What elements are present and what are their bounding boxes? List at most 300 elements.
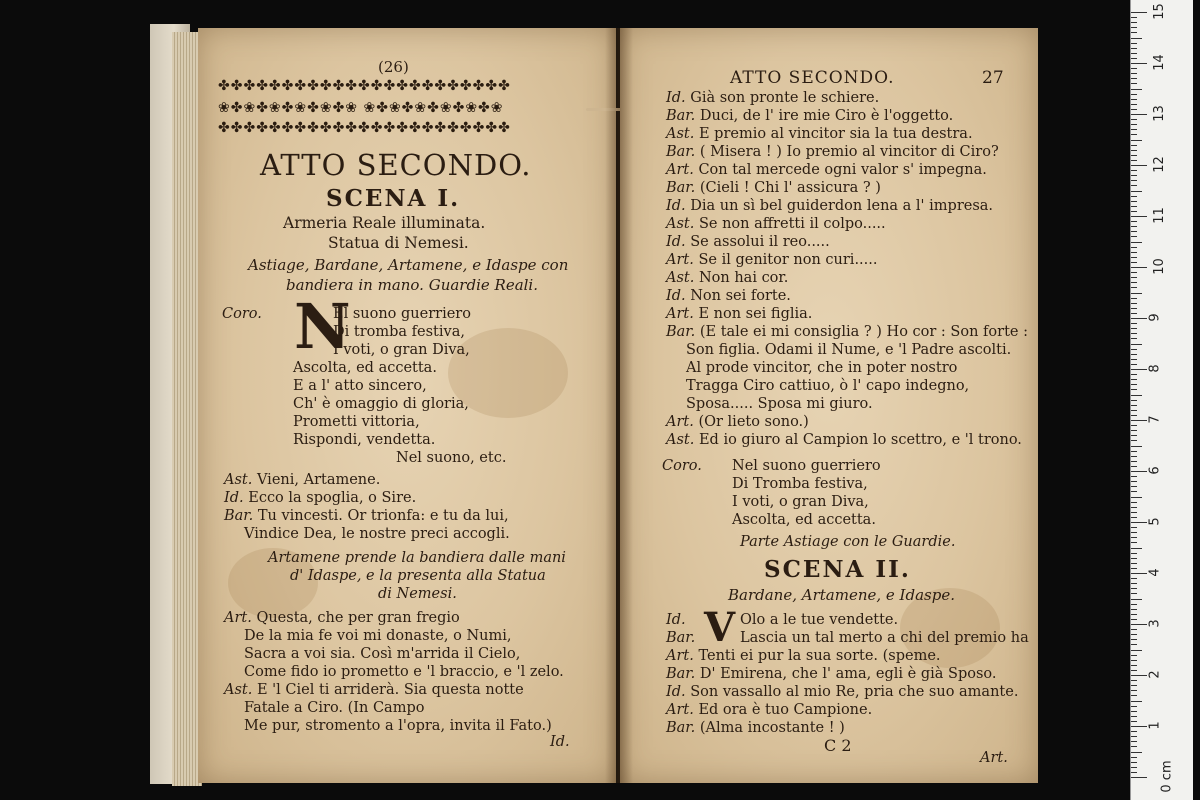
ruler-tick xyxy=(1131,216,1147,217)
ruler-tick xyxy=(1131,420,1147,421)
line-text: Lascia un tal merto a chi del premio ha xyxy=(740,630,1029,646)
ruler-tick xyxy=(1131,512,1137,513)
ruler-tick xyxy=(1131,532,1137,533)
ruler-tick xyxy=(1131,313,1137,314)
ruler-tick xyxy=(1131,323,1137,324)
ruler-tick xyxy=(1131,180,1137,181)
ruler-tick xyxy=(1131,522,1147,523)
dialogue-line xyxy=(244,718,552,734)
line-text: Non hai cor. xyxy=(698,270,789,286)
line-text: Questa, che per gran fregio xyxy=(256,610,460,626)
ruler-tick xyxy=(1131,206,1137,207)
ruler-tick xyxy=(1131,344,1142,345)
dialogue-line xyxy=(686,378,969,394)
speaker: Art. xyxy=(666,252,694,268)
dialogue-line xyxy=(666,252,878,268)
speaker: Bar. xyxy=(666,720,696,736)
ruler-tick xyxy=(1131,675,1147,676)
dialogue-line xyxy=(666,216,886,232)
line-text: Ecco la spoglia, o Sire. xyxy=(248,490,417,506)
speaker: Id. xyxy=(666,198,686,214)
line-text: (Cieli ! Chi l' assicura ? ) xyxy=(699,180,881,196)
catchword: Art. xyxy=(980,750,1008,766)
scene-2-title: SCENA II. xyxy=(764,556,911,583)
dialogue-line xyxy=(666,126,973,142)
ruler-tick xyxy=(1131,27,1137,28)
ruler-tick xyxy=(1131,762,1137,763)
dialogue-line xyxy=(666,666,997,682)
ruler-tick xyxy=(1131,175,1137,176)
dialogue-line xyxy=(666,234,830,250)
line-text: (E tale ei mi consiglia ? ) Ho cor : Son forte : xyxy=(699,324,1028,340)
line-text: Come fido io prometto e 'l braccio, e 'l zelo. xyxy=(244,664,564,680)
ruler-tick xyxy=(1131,624,1147,625)
characters-line-2: bandiera in mano. Guardie Reali. xyxy=(286,276,538,294)
speaker: Bar. xyxy=(666,666,696,682)
ruler-tick xyxy=(1131,94,1137,95)
ruler-tick xyxy=(1131,497,1142,498)
line-text: E 'l Ciel ti arriderà. Sia questa notte xyxy=(256,682,524,698)
line-text: Son figlia. Odami il Nume, e 'l Padre ascolti. xyxy=(686,342,1012,358)
ruler-label: 15 xyxy=(1151,3,1167,20)
ruler-tick xyxy=(1131,757,1137,758)
line-text: (Alma incostante ! ) xyxy=(699,720,845,736)
dialogue-line xyxy=(224,508,509,524)
catchword: Id. xyxy=(550,734,570,750)
ruler-tick xyxy=(1131,73,1137,74)
left-page-number: (26) xyxy=(378,58,409,76)
dialogue-line xyxy=(666,108,953,124)
left-page xyxy=(198,28,616,783)
measuring-ruler xyxy=(1130,0,1193,800)
ruler-label: 11 xyxy=(1151,207,1167,224)
coro-label: Coro. xyxy=(662,458,702,474)
ruler-tick xyxy=(1131,338,1137,339)
ruler-tick xyxy=(1131,400,1137,401)
ruler-tick xyxy=(1131,644,1137,645)
ruler-tick xyxy=(1131,63,1147,64)
ruler-tick xyxy=(1131,99,1137,100)
dialogue-line xyxy=(224,610,460,626)
stage-direction: di Nemesi. xyxy=(378,586,457,602)
dialogue-line xyxy=(666,324,1028,340)
drop-cap-v: V xyxy=(704,604,736,651)
ruler-tick xyxy=(1131,746,1137,747)
ruler-tick xyxy=(1131,660,1137,661)
ruler-tick xyxy=(1131,517,1137,518)
act-title: ATTO SECONDO. xyxy=(260,148,532,182)
speaker: Art. xyxy=(666,648,694,664)
ornament-band-middle: ❀✤❀✤❀✤❀✤❀✤❀ ❀✤❀✤❀✤❀✤❀✤❀ xyxy=(218,100,504,116)
dialogue-line xyxy=(666,90,879,106)
verse-line: Ascolta, ed accetta. xyxy=(293,360,437,376)
ruler-tick xyxy=(1131,185,1137,186)
ruler-tick xyxy=(1131,43,1137,44)
ruler-tick xyxy=(1131,389,1137,390)
speaker: Id. xyxy=(666,288,686,304)
line-text: ( Misera ! ) Io premio al vincitor di Ciro? xyxy=(699,144,999,160)
ruler-tick xyxy=(1131,440,1137,441)
ruler-tick xyxy=(1131,721,1137,722)
dialogue-line xyxy=(666,414,809,430)
verse-refrain: Nel suono, etc. xyxy=(396,450,507,466)
ruler-tick xyxy=(1131,53,1137,54)
ruler-tick xyxy=(1131,262,1137,263)
ruler-tick xyxy=(1131,17,1137,18)
ruler-tick xyxy=(1131,48,1137,49)
ruler-tick xyxy=(1131,379,1137,380)
ruler-tick xyxy=(1131,165,1147,166)
dialogue-line xyxy=(666,198,993,214)
ruler-tick xyxy=(1131,359,1137,360)
ruler-label: 9 xyxy=(1147,313,1163,322)
ruler-tick xyxy=(1131,537,1137,538)
dialogue-line xyxy=(224,682,524,698)
ruler-tick xyxy=(1131,308,1137,309)
speaker: Ast. xyxy=(224,682,253,698)
verse-line: Prometti vittoria, xyxy=(293,414,420,430)
line-text: Duci, de l' ire mie Ciro è l'oggetto. xyxy=(699,108,954,124)
line-text: Se non affretti il colpo..... xyxy=(698,216,886,232)
book-gutter xyxy=(605,28,633,783)
ruler-tick xyxy=(1131,104,1137,105)
speaker: Art. xyxy=(666,306,694,322)
ruler-tick xyxy=(1131,680,1137,681)
verse-line: Nel suono guerriero xyxy=(732,458,881,474)
speaker: Bar. xyxy=(224,508,254,524)
dialogue-line xyxy=(244,700,424,716)
ruler-tick xyxy=(1131,384,1137,385)
line-text: Tu vincesti. Or trionfa: e tu da lui, xyxy=(257,508,509,524)
ruler-tick xyxy=(1131,690,1137,691)
dialogue-line xyxy=(666,648,941,664)
speaker: Bar. xyxy=(666,324,696,340)
ruler-tick xyxy=(1131,650,1142,651)
ruler-tick xyxy=(1131,201,1137,202)
ruler-tick xyxy=(1131,221,1137,222)
verse-line: Rispondi, vendetta. xyxy=(293,432,436,448)
ruler-tick xyxy=(1131,542,1137,543)
ruler-tick xyxy=(1131,711,1137,712)
ruler-tick xyxy=(1131,563,1137,564)
ruler-tick xyxy=(1131,78,1137,79)
dialogue-line xyxy=(666,630,695,646)
ruler-tick xyxy=(1131,170,1137,171)
ruler-tick xyxy=(1131,231,1137,232)
speaker: Id. xyxy=(666,234,686,250)
ruler-tick xyxy=(1131,395,1142,396)
line-text: Se il genitor non curi..... xyxy=(698,252,878,268)
verse-line: Di tromba festiva, xyxy=(333,324,465,340)
dialogue-line xyxy=(686,360,957,376)
ruler-tick xyxy=(1131,736,1137,737)
ruler-tick xyxy=(1131,568,1137,569)
stage-direction: Artamene prende la bandiera dalle mani xyxy=(268,550,566,566)
speaker: Bar. xyxy=(666,108,696,124)
ruler-tick xyxy=(1131,140,1142,141)
line-text: Olo a le tue vendette. xyxy=(740,612,899,628)
ruler-tick xyxy=(1131,655,1137,656)
ruler-tick xyxy=(1131,599,1142,600)
ruler-tick xyxy=(1131,109,1137,110)
ruler-tick xyxy=(1131,226,1137,227)
ruler-tick xyxy=(1131,415,1137,416)
ruler-tick xyxy=(1131,481,1137,482)
line-text: Ed ora è tuo Campione. xyxy=(698,702,873,718)
ruler-label: 14 xyxy=(1151,54,1167,71)
ruler-tick xyxy=(1131,68,1137,69)
line-text: Tenti ei pur la sua sorte. (speme. xyxy=(698,648,941,664)
ruler-tick xyxy=(1131,196,1137,197)
line-text: Dia un sì bel guiderdon lena a l' impresa. xyxy=(690,198,994,214)
ruler-tick xyxy=(1131,695,1137,696)
ruler-tick xyxy=(1131,354,1137,355)
ruler-tick xyxy=(1131,461,1137,462)
ruler-label: 1 xyxy=(1147,721,1163,730)
ruler-tick xyxy=(1131,114,1147,115)
speaker: Bar. xyxy=(666,144,696,160)
speaker: Bar. xyxy=(666,630,696,646)
ruler-tick xyxy=(1131,772,1137,773)
ruler-tick xyxy=(1131,527,1137,528)
ruler-label: 3 xyxy=(1147,619,1163,628)
ruler-tick xyxy=(1131,435,1137,436)
speaker: Id. xyxy=(666,90,686,106)
coro-label: Coro. xyxy=(222,306,262,322)
ruler-tick xyxy=(1131,134,1137,135)
ruler-tick xyxy=(1131,701,1142,702)
speaker: Id. xyxy=(666,684,686,700)
dialogue-line xyxy=(686,342,1011,358)
ruler-tick xyxy=(1131,83,1137,84)
drop-cap-n: N xyxy=(294,290,351,363)
ruler-tick xyxy=(1131,236,1137,237)
ruler-tick xyxy=(1131,405,1137,406)
ruler-tick xyxy=(1131,38,1142,39)
ruler-tick xyxy=(1131,89,1142,90)
line-text: Vindice Dea, le nostre preci accogli. xyxy=(244,526,510,542)
ruler-tick xyxy=(1131,553,1137,554)
ruler-tick xyxy=(1131,267,1147,268)
ruler-tick xyxy=(1131,364,1137,365)
ruler-tick xyxy=(1131,634,1137,635)
ruler-label: 12 xyxy=(1151,156,1167,173)
setting-line-1: Armeria Reale illuminata. xyxy=(283,214,486,232)
speaker: Ast. xyxy=(666,216,695,232)
ruler-tick xyxy=(1131,328,1137,329)
dialogue-line xyxy=(244,646,520,662)
ruler-tick xyxy=(1131,629,1137,630)
ruler-tick xyxy=(1131,303,1137,304)
ruler-tick xyxy=(1131,252,1137,253)
ruler-tick xyxy=(1131,191,1142,192)
ruler-label: 0 cm xyxy=(1159,760,1175,793)
ruler-tick xyxy=(1131,731,1137,732)
ruler-tick xyxy=(1131,22,1137,23)
ruler-tick xyxy=(1131,558,1137,559)
line-text: Me pur, stromento a l'opra, invita il Fato.) xyxy=(244,718,552,734)
ruler-tick xyxy=(1131,247,1137,248)
signature-mark: C 2 xyxy=(824,736,852,755)
speaker: Ast. xyxy=(224,472,253,488)
ruler-tick xyxy=(1131,150,1137,151)
speaker: Id. xyxy=(666,612,686,628)
speaker: Art. xyxy=(666,414,694,430)
speaker: Id. xyxy=(224,490,244,506)
ruler-tick xyxy=(1131,573,1147,574)
speaker: Bar. xyxy=(666,180,696,196)
ruler-label: 4 xyxy=(1147,568,1163,577)
line-text: E non sei figlia. xyxy=(698,306,813,322)
line-text: Son vassallo al mio Re, pria che suo amante. xyxy=(690,684,1019,700)
ruler-tick xyxy=(1131,12,1147,13)
ruler-tick xyxy=(1131,451,1137,452)
ruler-tick xyxy=(1131,716,1137,717)
ruler-tick xyxy=(1131,333,1137,334)
ruler-tick xyxy=(1131,471,1147,472)
scene-title: SCENA I. xyxy=(326,185,461,212)
ruler-tick xyxy=(1131,287,1137,288)
verse-line: E a l' atto sincero, xyxy=(293,378,427,394)
verse-line: Ch' è omaggio di gloria, xyxy=(293,396,469,412)
right-page-number: 27 xyxy=(982,68,1004,88)
ruler-tick xyxy=(1131,374,1137,375)
ruler-tick xyxy=(1131,578,1137,579)
scene-2-characters: Bardane, Artamene, e Idaspe. xyxy=(728,586,955,604)
ruler-tick xyxy=(1131,298,1137,299)
dialogue-line xyxy=(244,664,564,680)
ruler-tick xyxy=(1131,155,1137,156)
ruler-tick xyxy=(1131,318,1147,319)
ruler-tick xyxy=(1131,685,1137,686)
ruler-tick xyxy=(1131,293,1142,294)
verse-line: Ascolta, ed accetta. xyxy=(732,512,876,528)
dialogue-line xyxy=(666,702,872,718)
ruler-tick xyxy=(1131,282,1137,283)
ruler-tick xyxy=(1131,476,1137,477)
dialogue-line xyxy=(666,144,999,160)
dialogue-line xyxy=(666,306,812,322)
ruler-tick xyxy=(1131,446,1142,447)
ruler-tick xyxy=(1131,614,1137,615)
line-text: Vieni, Artamene. xyxy=(256,472,381,488)
verse-line: I voti, o gran Diva, xyxy=(732,494,869,510)
dialogue-line xyxy=(666,162,987,178)
ruler-tick xyxy=(1131,425,1137,426)
line-text: Sacra a voi sia. Così m'arrida il Cielo, xyxy=(244,646,521,662)
ruler-tick xyxy=(1131,741,1137,742)
line-text: Con tal mercede ogni valor s' impegna. xyxy=(698,162,987,178)
ruler-tick xyxy=(1131,145,1137,146)
right-page xyxy=(620,28,1038,783)
speaker: Art. xyxy=(666,702,694,718)
line-text: De la mia fe voi mi donaste, o Numi, xyxy=(244,628,512,644)
ruler-tick xyxy=(1131,124,1137,125)
line-text: Tragga Ciro cattiuo, ò l' capo indegno, xyxy=(686,378,970,394)
line-text: (Or lieto sono.) xyxy=(698,414,809,430)
ruler-tick xyxy=(1131,257,1137,258)
speaker: Ast. xyxy=(666,270,695,286)
line-text: E premio al vincitor sia la tua destra. xyxy=(698,126,973,142)
dialogue-line xyxy=(666,180,881,196)
line-text: Non sei forte. xyxy=(690,288,791,304)
ornament-band-bottom: ✤✤✤✤✤✤✤✤✤✤✤✤✤✤✤✤✤✤✤✤✤✤✤ xyxy=(218,120,511,136)
dialogue-line xyxy=(666,684,1018,700)
ruler-tick xyxy=(1131,752,1142,753)
dialogue-line xyxy=(224,490,416,506)
ruler-tick xyxy=(1131,272,1137,273)
dialogue-line xyxy=(666,270,788,286)
ruler-tick xyxy=(1131,767,1137,768)
ruler-tick xyxy=(1131,604,1137,605)
ruler-tick xyxy=(1131,456,1137,457)
ruler-tick xyxy=(1131,277,1137,278)
ruler-tick xyxy=(1131,726,1147,727)
verse-line: Di Tromba festiva, xyxy=(732,476,868,492)
speaker: Ast. xyxy=(666,126,695,142)
ruler-tick xyxy=(1131,410,1137,411)
speaker: Art. xyxy=(666,162,694,178)
dialogue-line xyxy=(666,720,845,736)
ruler-tick xyxy=(1131,502,1137,503)
dialogue-line xyxy=(244,526,510,542)
ruler-tick xyxy=(1131,466,1137,467)
ruler-tick xyxy=(1131,609,1137,610)
characters-line-1: Astiage, Bardane, Artamene, e Idaspe con xyxy=(248,256,569,274)
ruler-label: 8 xyxy=(1147,364,1163,373)
ruler-label: 2 xyxy=(1147,670,1163,679)
dialogue-line xyxy=(666,612,686,628)
ruler-tick xyxy=(1131,588,1137,589)
ruler-tick xyxy=(1131,619,1137,620)
ruler-tick xyxy=(1131,486,1137,487)
dialogue-line xyxy=(224,472,380,488)
ruler-tick xyxy=(1131,706,1137,707)
ruler-tick xyxy=(1131,211,1137,212)
ruler-tick xyxy=(1131,32,1137,33)
line-text: Se assolui il reo..... xyxy=(690,234,830,250)
ruler-label: 5 xyxy=(1147,517,1163,526)
stage-direction: d' Idaspe, e la presenta alla Statua xyxy=(290,568,546,584)
ruler-tick xyxy=(1131,507,1137,508)
line-text: Già son pronte le schiere. xyxy=(690,90,880,106)
ruler-tick xyxy=(1131,129,1137,130)
ruler-tick xyxy=(1131,670,1137,671)
ruler-tick xyxy=(1131,58,1137,59)
ruler-label: 13 xyxy=(1151,105,1167,122)
ruler-tick xyxy=(1131,349,1137,350)
ruler-tick xyxy=(1131,548,1142,549)
ruler-tick xyxy=(1131,583,1137,584)
ruler-tick xyxy=(1131,777,1147,778)
exit-direction: Parte Astiage con le Guardie. xyxy=(740,534,956,550)
ruler-tick xyxy=(1131,593,1137,594)
ruler-tick xyxy=(1131,160,1137,161)
line-text: D' Emirena, che l' ama, egli è già Sposo. xyxy=(699,666,997,682)
ruler-tick xyxy=(1131,119,1137,120)
ruler-tick xyxy=(1131,242,1142,243)
ruler-tick xyxy=(1131,430,1137,431)
dialogue-line xyxy=(666,288,791,304)
ruler-tick xyxy=(1131,369,1147,370)
speaker: Ast. xyxy=(666,432,695,448)
ruler-tick xyxy=(1131,639,1137,640)
speaker: Art. xyxy=(224,610,252,626)
open-book xyxy=(150,18,1045,788)
ruler-label: 10 xyxy=(1151,258,1167,275)
verse-line: El suono guerriero xyxy=(333,306,471,322)
ornament-band-top: ✤✤✤✤✤✤✤✤✤✤✤✤✤✤✤✤✤✤✤✤✤✤✤ xyxy=(218,78,511,94)
